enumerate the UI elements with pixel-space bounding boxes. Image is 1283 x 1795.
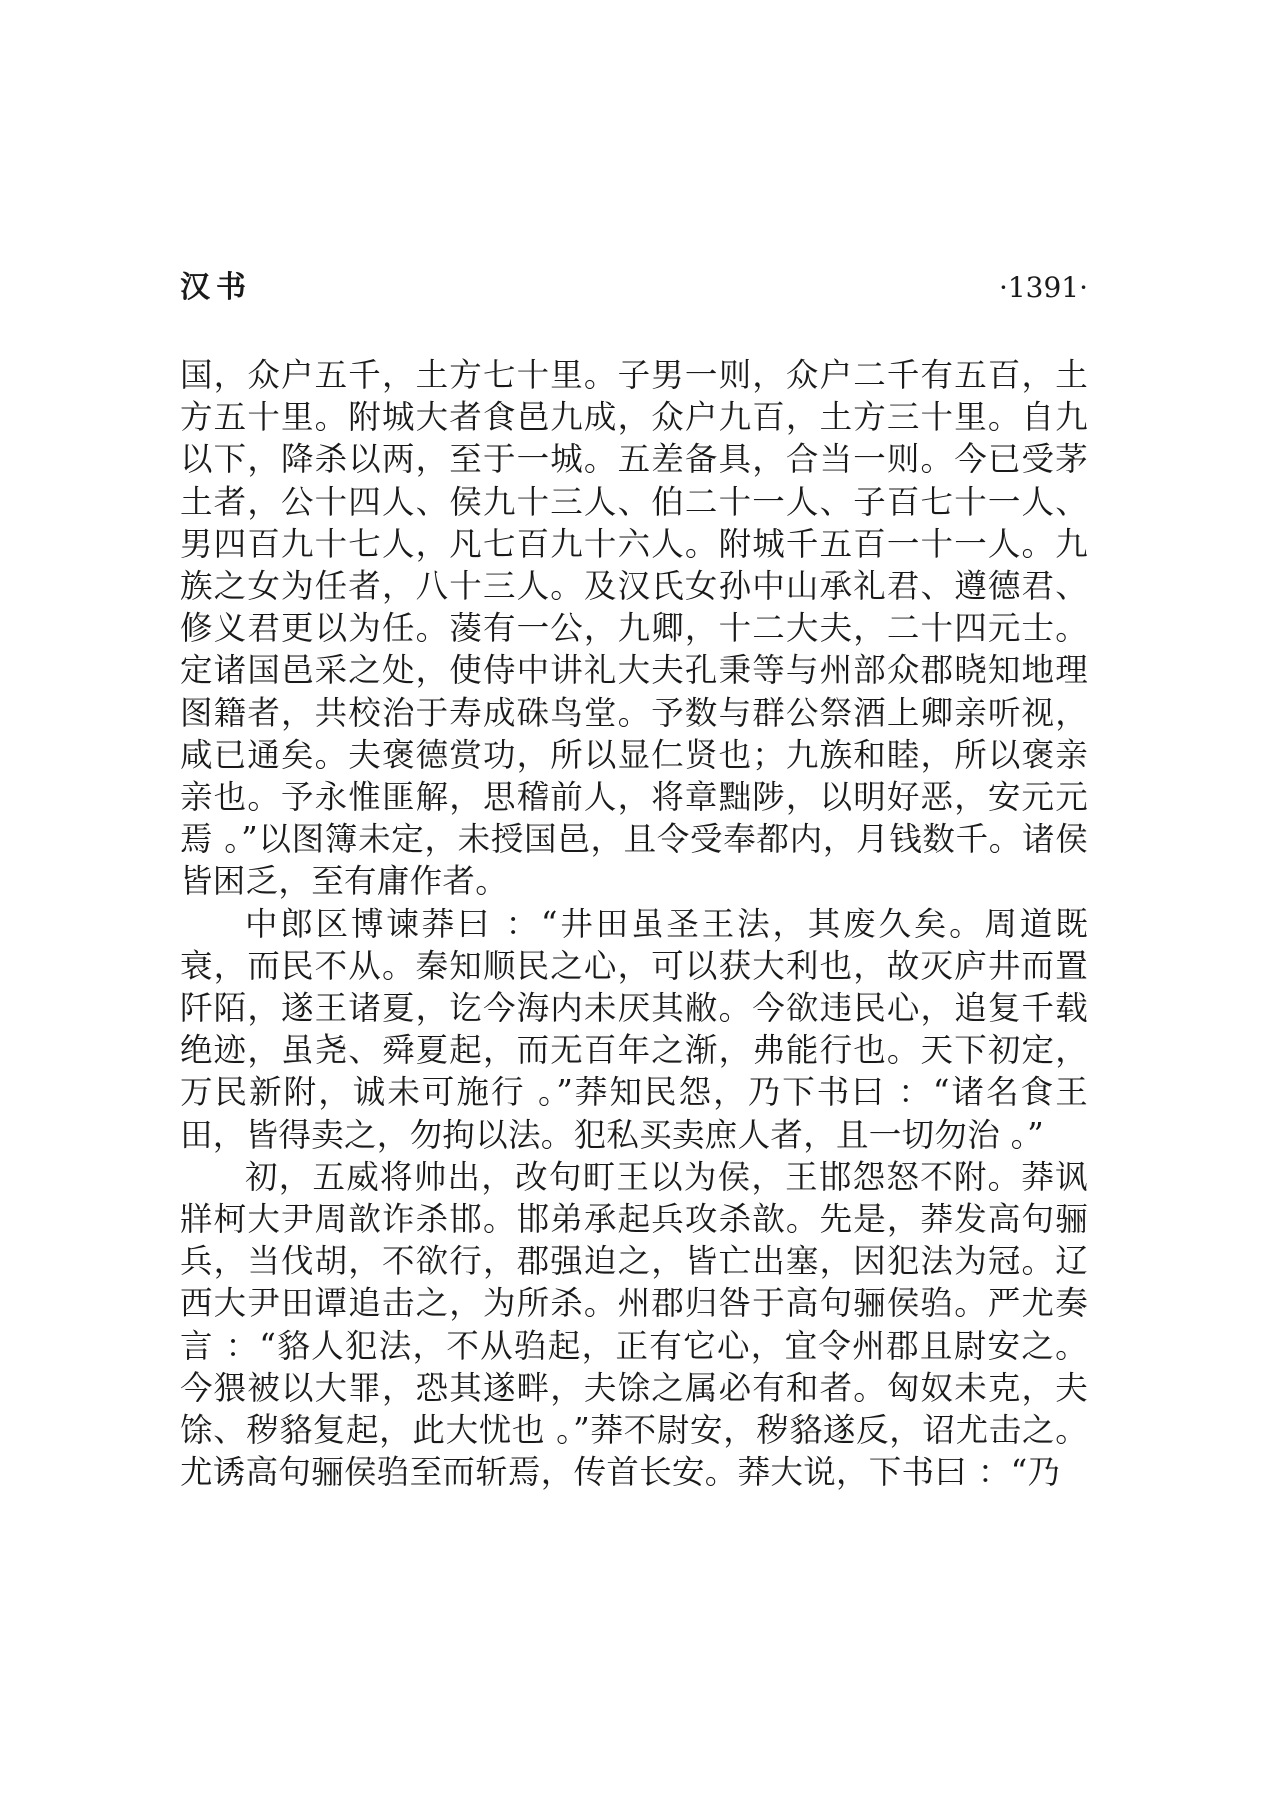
page-number: ·1391· [998,271,1088,304]
book-title: 汉书 [180,270,252,305]
page-header [180,266,1088,310]
paragraph-2: 中郎区博谏莽曰 ：“井田虽圣王法，其废久矣。周道既衰，而民不从。秦知顺民之心，可以获大利也，故灭庐井而置阡陌，遂王诸夏，讫今海内未厌其敝。今欲违民心，追复千载绝迹，虽尧、舜夏起，而无百年之渐，弗能行也。天下初定，万民新附，诚未可施行 。”莽知民怨，乃下书曰 ：“诸名食王田，皆得卖之，勿拘以法。犯私买卖庶人者，且一切勿治 。” [180,904,1088,1154]
paragraph-1: 国，众户五千，土方七十里。子男一则，众户二千有五百，土方五十里。附城大者食邑九成，众户九百，土方三十里。自九以下，降杀以两，至于一城。五差备具，合当一则。今已受茅土者，公十四人、侯九十三人、伯二十一人、子百七十一人、男四百九十七人，凡七百九十六人。附城千五百一十一人。九族之女为任者，八十三人。及汉氏女孙中山承礼君、遵德君、修义君更以为任。蓤有一公，九卿，十二大夫，二十四元士。定诸国邑采之处，使侍中讲礼大夫孔秉等与州部众郡晓知地理图籍者，共校治于寿成硃鸟堂。予数与群公祭酒上卿亲听视，咸已通矣。夫褒德赏功，所以显仁贤也；九族和睦，所以褒亲亲也。予永惟匪解，思稽前人，将章黜陟，以明好恶，安元元焉 。”以图簿未定，未授国邑，且令受奉都内，月钱数千。诸侯皆困乏，至有庸作者。 [180,356,1088,901]
body-text [180,354,1088,1493]
paragraph-3: 初，五威将帅出，改句町王以为侯，王邯怨怒不附。莽讽牂柯大尹周歆诈杀邯。邯弟承起兵攻杀歆。先是，莽发高句骊兵，当伐胡，不欲行，郡强迫之，皆亡出塞，因犯法为冠。辽西大尹田谭追击之，为所杀。州郡归咎于高句骊侯驺。严尤奏言 ：“貉人犯法，不从驺起，正有它心，宜令州郡且尉安之。今猥被以大罪，恐其遂畔，夫馀之属必有和者。匈奴未克，夫馀、秽貉复起，此大忧也 。”莽不尉安，秽貉遂反，诏尤击之。尤诱高句骊侯驺至而斩焉，传首长安。莽大说，下书曰 ：“乃 [180,1157,1088,1492]
